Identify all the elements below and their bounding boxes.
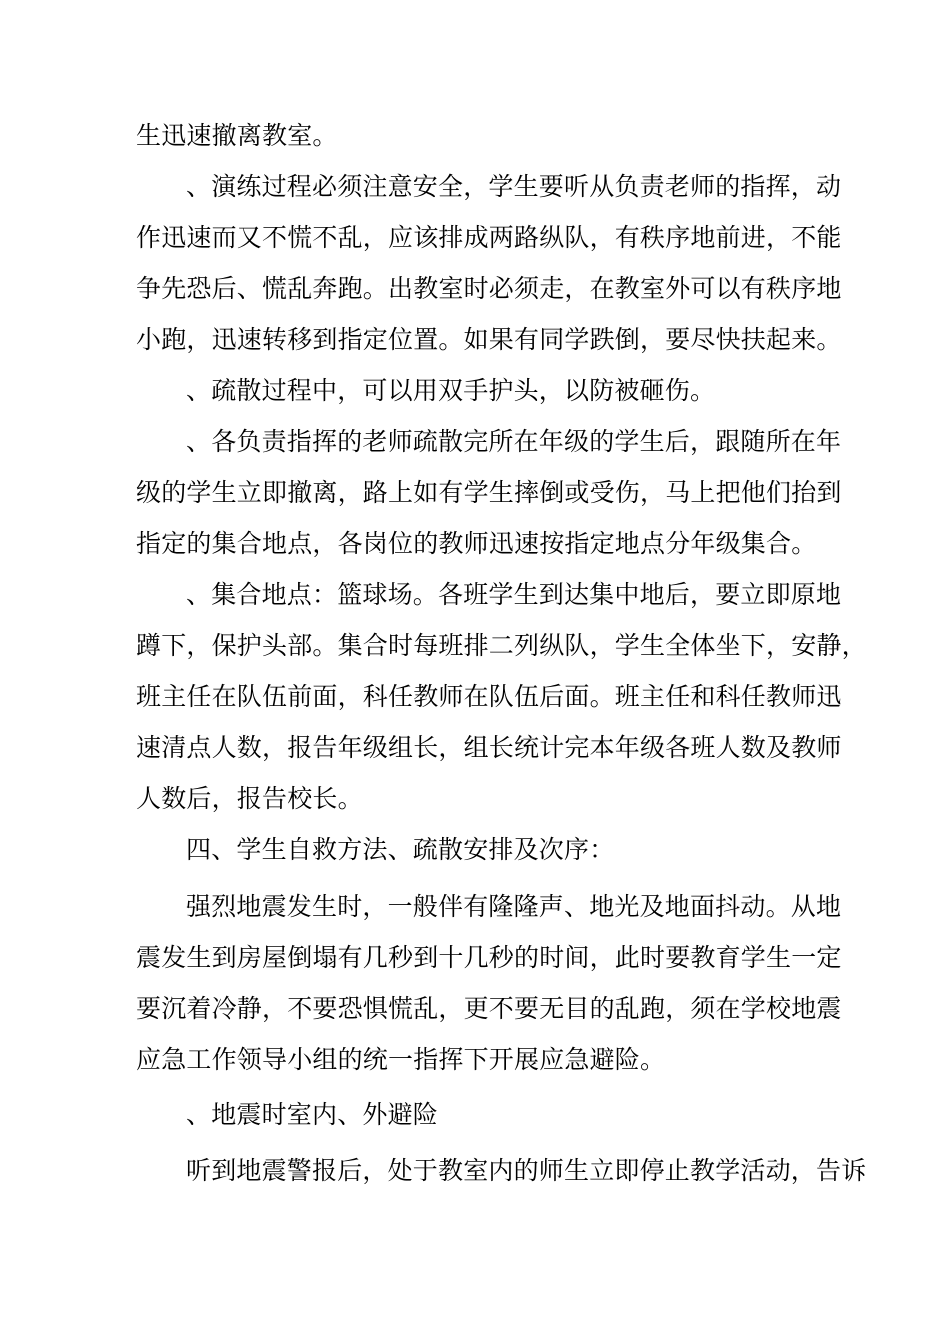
text-line: 听到地震警报后，处于教室内的师生立即停止教学活动，告诉	[186, 1156, 867, 1185]
text-line: 要沉着冷静，不要恐惧慌乱，更不要无目的乱跑，须在学校地震	[136, 994, 842, 1023]
text-line: 、各负责指挥的老师疏散完所在年级的学生后，跟随所在年	[186, 427, 842, 456]
text-line: 震发生到房屋倒塌有几秒到十几秒的时间，此时要教育学生一定	[136, 943, 842, 972]
text-line: 、疏散过程中，可以用双手护头，以防被砸伤。	[186, 376, 716, 405]
section-heading: 四、学生自救方法、疏散安排及次序：	[186, 835, 615, 864]
text-line: 、集合地点：篮球场。各班学生到达集中地后，要立即原地	[186, 580, 842, 609]
text-line: 人数后，报告校长。	[136, 784, 363, 813]
text-line: 级的学生立即撤离，路上如有学生摔倒或受伤，马上把他们抬到	[136, 478, 842, 507]
text-line: 小跑，迅速转移到指定位置。如果有同学跌倒，要尽快扶起来。	[136, 325, 842, 354]
text-line: 作迅速而又不慌不乱，应该排成两路纵队，有秩序地前进，不能	[136, 223, 842, 252]
text-line: 蹲下，保护头部。集合时每班排二列纵队，学生全体坐下，安静，	[136, 631, 867, 660]
text-line: 争先恐后、慌乱奔跑。出教室时必须走，在教室外可以有秩序地	[136, 274, 842, 303]
text-line: 指定的集合地点，各岗位的教师迅速按指定地点分年级集合。	[136, 529, 817, 558]
text-line: 生迅速撤离教室。	[136, 121, 338, 150]
text-line: 强烈地震发生时，一般伴有隆隆声、地光及地面抖动。从地	[186, 892, 842, 921]
text-line: 班主任在队伍前面，科任教师在队伍后面。班主任和科任教师迅	[136, 682, 842, 711]
subsection-heading: 、地震时室内、外避险	[186, 1100, 439, 1129]
text-line: 应急工作领导小组的统一指挥下开展应急避险。	[136, 1045, 666, 1074]
text-line: 、演练过程必须注意安全，学生要听从负责老师的指挥，动	[186, 172, 842, 201]
text-line: 速清点人数，报告年级组长，组长统计完本年级各班人数及教师	[136, 733, 842, 762]
